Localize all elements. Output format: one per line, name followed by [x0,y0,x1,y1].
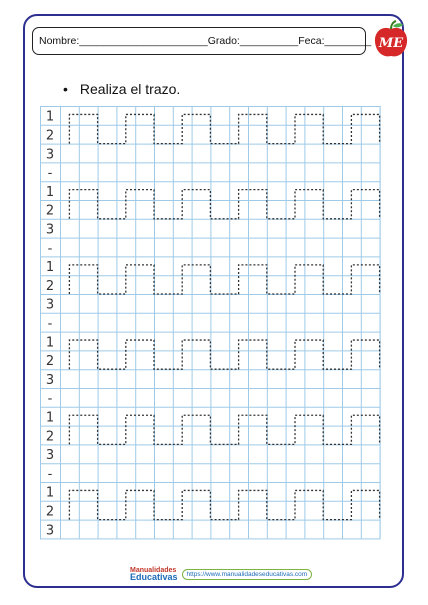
row-label: 3 [45,147,55,163]
row-label: - [47,316,53,332]
name-label: Nombre: [39,35,80,47]
row-label: - [47,241,53,257]
footer-url[interactable]: https://www.manualidadeseducativas.com [182,569,313,580]
row-label: - [47,166,53,182]
trace-path-3 [69,265,379,294]
row-label: 1 [45,485,55,501]
row-label: 2 [45,354,55,370]
trace-path-5 [69,415,379,444]
row-label: 3 [45,372,55,388]
row-label: 1 [45,335,55,351]
student-info-header [32,27,372,55]
instruction [63,81,180,97]
brand-line2: Educativas [130,572,178,583]
trace-path-1 [69,114,379,143]
instruction-text: Realiza el trazo. [79,81,181,97]
trace-path-4 [69,340,379,369]
row-label: 3 [45,297,55,313]
instruction-bullet: • [63,81,68,97]
grade-field[interactable]: __________ [239,35,299,47]
row-label: 1 [45,184,55,200]
brand-line1: Manualidades [130,567,177,575]
logo-text: ME [378,36,404,51]
row-label: 3 [45,222,55,238]
row-label: 3 [45,523,55,539]
row-label: - [47,466,53,482]
date-label: Feca: [298,35,325,47]
trace-path-2 [69,190,379,219]
footer-brand [130,566,312,582]
row-label: 2 [45,429,55,445]
row-label: 1 [45,410,55,426]
tracing-grid [40,106,381,540]
apple-logo-icon [372,20,410,60]
row-label: 2 [45,128,55,144]
row-label: 2 [45,278,55,294]
row-label: 1 [45,260,55,276]
grid-border [41,107,381,539]
trace-path-6 [69,490,379,519]
row-label: 1 [45,109,55,125]
row-label: 2 [45,504,55,520]
row-label: 2 [45,203,55,219]
row-label: - [47,391,53,407]
footer-logo [130,567,178,582]
row-label: 3 [45,448,55,464]
date-field[interactable]: ________ [324,35,372,47]
name-field[interactable]: ______________________ [79,35,208,47]
grade-label: Grado: [207,35,240,47]
